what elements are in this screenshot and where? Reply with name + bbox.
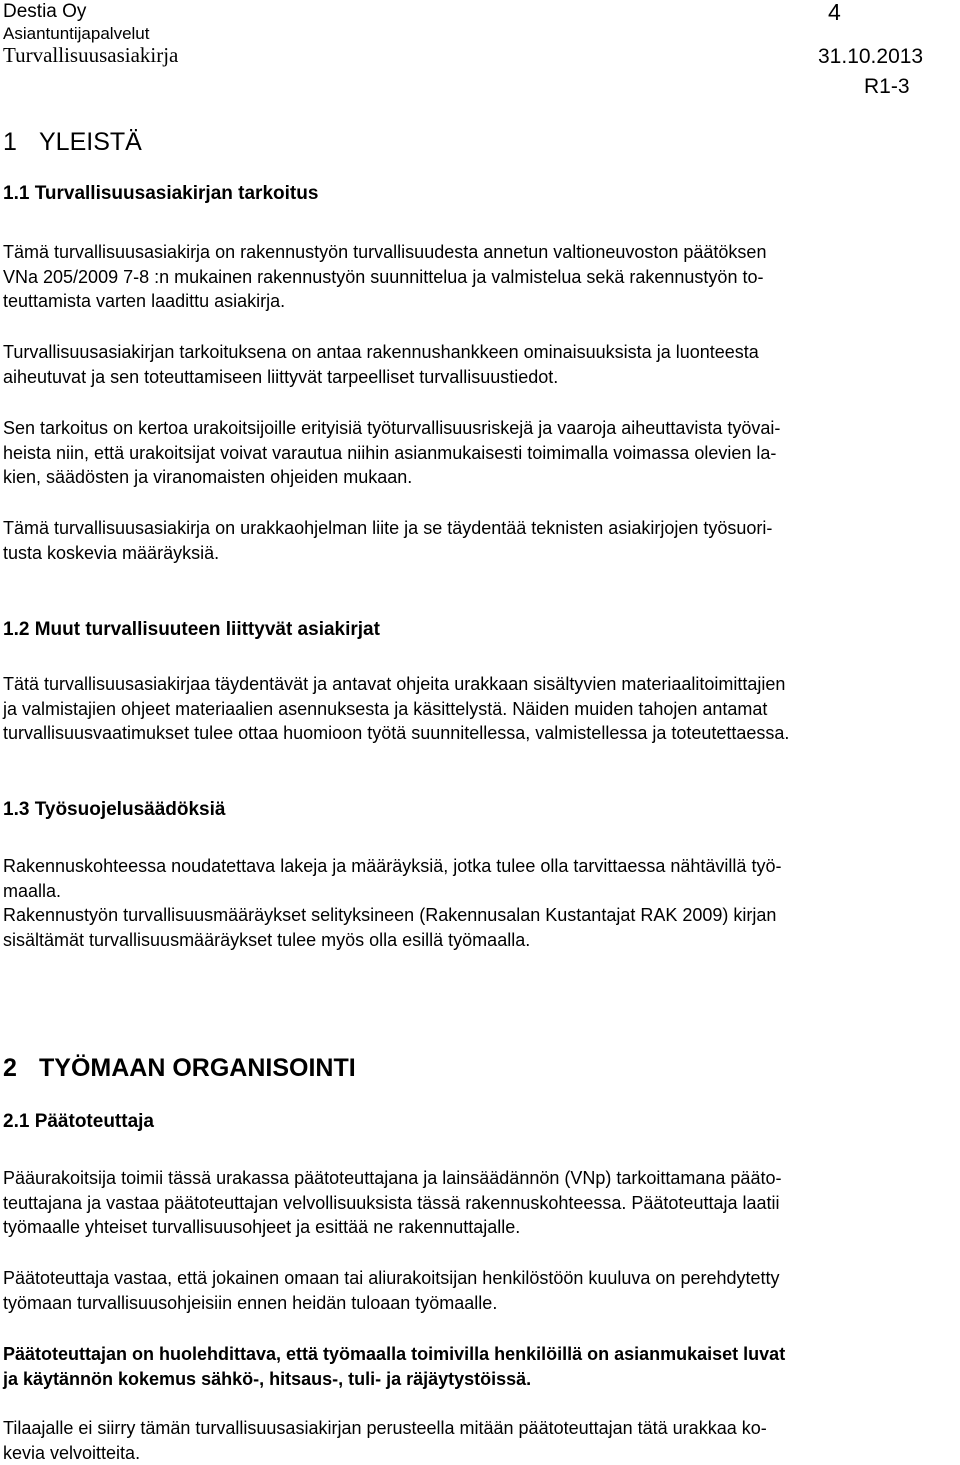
header-revision: R1-3 bbox=[864, 75, 910, 98]
section-1-number: 1 bbox=[3, 128, 17, 156]
section-1-2-paragraph-1 bbox=[3, 672, 955, 746]
section-1-2-heading: 1.2 Muut turvallisuuteen liittyvät asiakirjat bbox=[3, 619, 380, 640]
text-line: teuttamista varten laadittu asiakirja. bbox=[3, 291, 286, 311]
text-line: Sen tarkoitus on kertoa urakoitsijoille erityisiä työturvallisuusriskejä ja vaaroja aiheuttavista työvai- bbox=[3, 418, 781, 438]
section-1-1-paragraph-2 bbox=[3, 340, 955, 389]
text-line: Turvallisuusasiakirjan tarkoituksena on antaa rakennushankkeen ominaisuuksista ja luonteesta bbox=[3, 342, 759, 362]
section-2-heading bbox=[3, 1053, 356, 1083]
text-line: aiheutuvat ja sen toteuttamiseen liittyvät tarpeelliset turvallisuustiedot. bbox=[3, 366, 559, 387]
text-line: työmaalle yhteiset turvallisuusohjeet ja esittää ne rakennuttajalle. bbox=[3, 1217, 521, 1237]
text-line: heista niin, että urakoitsijat voivat varautua niihin asianmukaisesti toimimalla voimassa olevien la- bbox=[3, 442, 777, 463]
text-line: kevia velvoitteita. bbox=[3, 1442, 141, 1463]
header-company: Destia Oy bbox=[3, 1, 87, 22]
section-1-3-paragraph-1 bbox=[3, 854, 955, 952]
header-department: Asiantuntijapalvelut bbox=[3, 24, 150, 43]
text-line: Tätä turvallisuusasiakirjaa täydentävät ja antavat ohjeita urakkaan sisältyvien materiaalitoimittajien bbox=[3, 674, 786, 694]
text-line: tusta koskevia määräyksiä. bbox=[3, 542, 220, 563]
section-2-1-paragraph-3 bbox=[3, 1342, 955, 1391]
header-doc-title: Turvallisuusasiakirja bbox=[3, 43, 179, 67]
text-line: Rakennustyön turvallisuusmääräykset selityksineen (Rakennusalan Kustantajat RAK 2009) kirjan bbox=[3, 905, 777, 925]
section-2-title: TYÖMAAN ORGANISOINTI bbox=[39, 1054, 356, 1082]
header-page-number: 4 bbox=[828, 0, 841, 25]
section-2-1-paragraph-1 bbox=[3, 1166, 955, 1240]
text-line: sisältämät turvallisuusmääräykset tulee myös olla esillä työmaalla. bbox=[3, 929, 531, 950]
text-line: ja valmistajien ohjeet materiaalien asennuksesta ja käsittelystä. Näiden muiden tahojen antamat bbox=[3, 698, 768, 719]
section-2-1-paragraph-4 bbox=[3, 1416, 955, 1465]
text-line: maalla. bbox=[3, 880, 62, 901]
text-line: Tilaajalle ei siirry tämän turvallisuusasiakirjan perusteella mitään päätoteuttajan tätä urakkaa ko- bbox=[3, 1418, 767, 1438]
text-line: ja käytännön kokemus sähkö-, hitsaus-, tuli- ja räjäytystöissä. bbox=[3, 1368, 532, 1389]
section-1-1-heading: 1.1 Turvallisuusasiakirjan tarkoitus bbox=[3, 183, 319, 204]
section-1-3-heading: 1.3 Työsuojelusäädöksiä bbox=[3, 799, 226, 820]
section-2-1-heading: 2.1 Päätoteuttaja bbox=[3, 1111, 154, 1132]
text-line: työmaan turvallisuusohjeisiin ennen heidän tuloaan työmaalle. bbox=[3, 1292, 498, 1313]
text-line: teuttajana ja vastaa päätoteuttajan velvollisuuksista tässä rakennuskohteessa. Päätoteuttaja laatii bbox=[3, 1192, 780, 1213]
text-line: Pääurakoitsija toimii tässä urakassa päätoteuttajana ja lainsäädännön (VNp) tarkoittamana pääto- bbox=[3, 1168, 782, 1188]
section-1-1-paragraph-4 bbox=[3, 516, 955, 565]
section-1-1-paragraph-1 bbox=[3, 240, 955, 314]
text-line: Rakennuskohteessa noudatettava lakeja ja määräyksiä, jotka tulee olla tarvittaessa nähtävillä työ- bbox=[3, 856, 782, 876]
section-1-heading bbox=[3, 127, 142, 157]
text-line: Tämä turvallisuusasiakirja on urakkaohjelman liite ja se täydentää teknisten asiakirjojen työsuori- bbox=[3, 518, 773, 538]
section-1-title: YLEISTÄ bbox=[39, 128, 142, 156]
text-line: Päätoteuttaja vastaa, että jokainen omaan tai aliurakoitsijan henkilöstöön kuuluva on perehdytetty bbox=[3, 1268, 780, 1288]
text-line: kien, säädösten ja viranomaisten ohjeiden mukaan. bbox=[3, 467, 413, 487]
section-1-1-paragraph-3 bbox=[3, 416, 955, 490]
text-line: Tämä turvallisuusasiakirja on rakennustyön turvallisuudesta annetun valtioneuvoston päätöksen bbox=[3, 242, 767, 262]
text-line: Päätoteuttajan on huolehdittava, että työmaalla toimivilla henkilöillä on asianmukaiset luvat bbox=[3, 1344, 786, 1364]
section-2-number: 2 bbox=[3, 1054, 17, 1082]
section-2-1-paragraph-2 bbox=[3, 1266, 955, 1315]
header-date: 31.10.2013 bbox=[818, 45, 924, 68]
text-line: VNa 205/2009 7-8 :n mukainen rakennustyön suunnittelua ja valmistelua sekä rakennustyön to- bbox=[3, 266, 764, 287]
text-line: turvallisuusvaatimukset tulee ottaa huomioon työtä suunnitellessa, valmistellessa ja toteutettaessa. bbox=[3, 723, 790, 743]
